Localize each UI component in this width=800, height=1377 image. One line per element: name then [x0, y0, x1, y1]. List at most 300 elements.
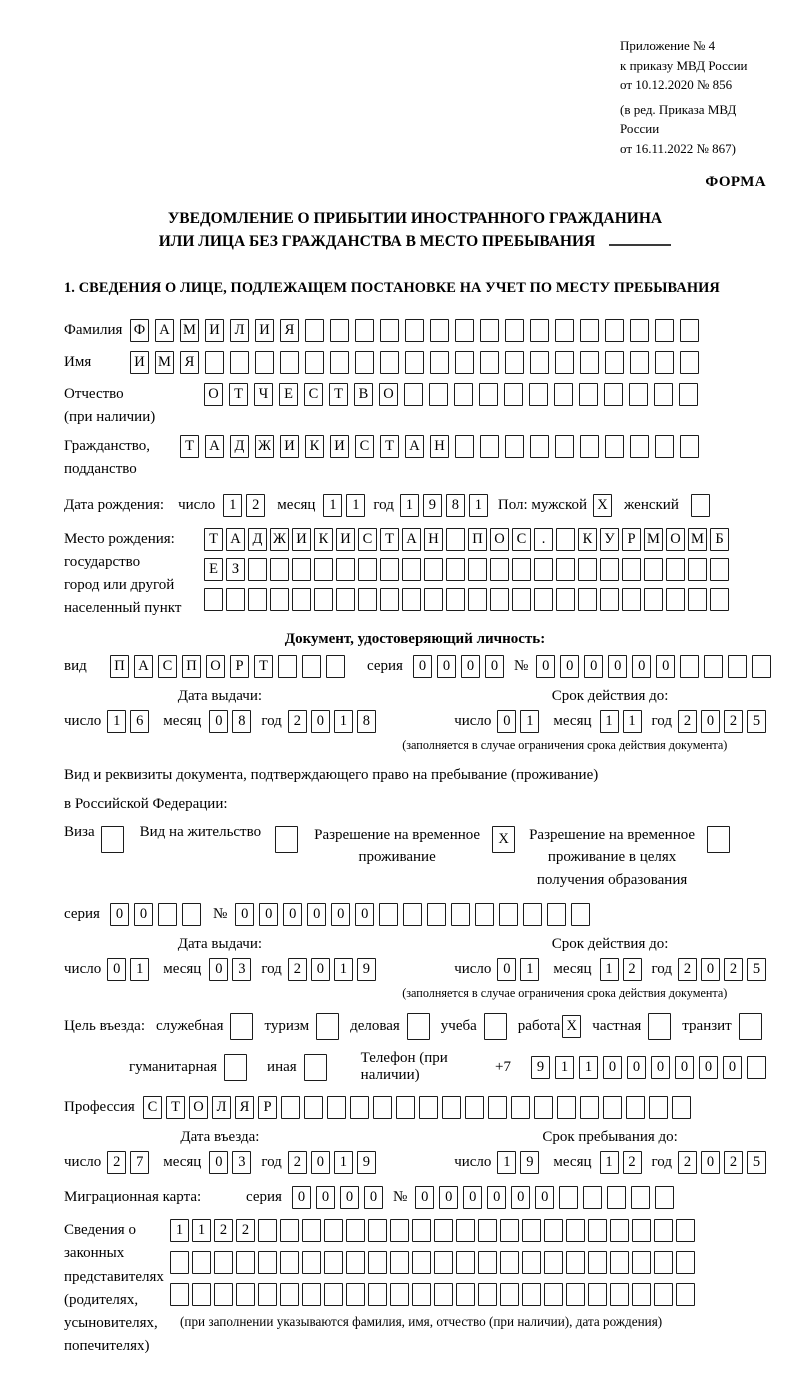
char-cell[interactable] [630, 351, 649, 374]
char-cell[interactable] [368, 1251, 387, 1274]
char-cell[interactable] [578, 588, 597, 611]
char-cell[interactable]: 2 [678, 958, 697, 981]
char-cell[interactable]: С [143, 1096, 162, 1119]
char-cell[interactable] [280, 351, 299, 374]
char-cell[interactable]: 9 [520, 1151, 539, 1174]
char-cell[interactable] [424, 558, 443, 581]
char-cell[interactable] [676, 1251, 695, 1274]
char-cell[interactable] [205, 351, 224, 374]
char-cell[interactable] [405, 351, 424, 374]
char-cell[interactable]: Е [279, 383, 298, 406]
char-cell[interactable] [380, 351, 399, 374]
char-cell[interactable] [556, 558, 575, 581]
char-cell[interactable]: М [644, 528, 663, 551]
char-cell[interactable] [480, 319, 499, 342]
char-cell[interactable] [566, 1219, 585, 1242]
char-cell[interactable] [644, 588, 663, 611]
char-cell[interactable] [588, 1251, 607, 1274]
char-cell[interactable]: 3 [232, 1151, 251, 1174]
char-cell[interactable] [292, 588, 311, 611]
char-cell[interactable]: 0 [364, 1186, 383, 1209]
char-cell[interactable] [680, 351, 699, 374]
char-cell[interactable]: 0 [701, 710, 720, 733]
char-cell[interactable]: . [534, 528, 553, 551]
char-cell[interactable]: 1 [469, 494, 488, 517]
char-cell[interactable] [368, 1219, 387, 1242]
char-cell[interactable] [407, 1013, 430, 1040]
char-cell[interactable]: Т [229, 383, 248, 406]
char-cell[interactable]: П [468, 528, 487, 551]
char-cell[interactable]: 0 [723, 1056, 742, 1079]
char-cell[interactable] [603, 1096, 622, 1119]
char-cell[interactable] [479, 383, 498, 406]
char-cell[interactable] [478, 1251, 497, 1274]
char-cell[interactable] [512, 588, 531, 611]
char-cell[interactable] [314, 558, 333, 581]
char-cell[interactable] [530, 319, 549, 342]
char-cell[interactable] [275, 826, 298, 853]
char-cell[interactable] [224, 1054, 247, 1081]
char-cell[interactable]: 8 [446, 494, 465, 517]
char-cell[interactable]: 8 [357, 710, 376, 733]
char-cell[interactable]: 0 [437, 655, 456, 678]
char-cell[interactable]: 1 [334, 710, 353, 733]
char-cell[interactable]: 2 [724, 958, 743, 981]
char-cell[interactable] [505, 351, 524, 374]
char-cell[interactable]: М [155, 351, 174, 374]
char-cell[interactable] [258, 1251, 277, 1274]
char-cell[interactable] [655, 319, 674, 342]
char-cell[interactable] [607, 1186, 626, 1209]
char-cell[interactable] [390, 1251, 409, 1274]
char-cell[interactable]: И [336, 528, 355, 551]
char-cell[interactable]: 2 [236, 1219, 255, 1242]
char-cell[interactable] [522, 1283, 541, 1306]
char-cell[interactable] [566, 1251, 585, 1274]
char-cell[interactable] [728, 655, 747, 678]
char-cell[interactable] [455, 435, 474, 458]
char-cell[interactable]: 1 [346, 494, 365, 517]
char-cell[interactable]: 0 [651, 1056, 670, 1079]
char-cell[interactable] [255, 351, 274, 374]
char-cell[interactable] [478, 1283, 497, 1306]
char-cell[interactable] [556, 588, 575, 611]
char-cell[interactable] [451, 903, 470, 926]
char-cell[interactable]: 1 [623, 710, 642, 733]
char-cell[interactable] [499, 903, 518, 926]
char-cell[interactable]: В [354, 383, 373, 406]
char-cell[interactable]: 1 [579, 1056, 598, 1079]
char-cell[interactable] [523, 903, 542, 926]
char-cell[interactable]: 0 [311, 958, 330, 981]
char-cell[interactable] [522, 1251, 541, 1274]
char-cell[interactable] [379, 903, 398, 926]
char-cell[interactable] [336, 558, 355, 581]
char-cell[interactable] [305, 351, 324, 374]
char-cell[interactable] [248, 588, 267, 611]
char-cell[interactable]: 9 [357, 1151, 376, 1174]
char-cell[interactable]: 0 [497, 958, 516, 981]
char-cell[interactable] [170, 1251, 189, 1274]
char-cell[interactable]: 9 [357, 958, 376, 981]
char-cell[interactable]: 7 [130, 1151, 149, 1174]
char-cell[interactable] [468, 558, 487, 581]
char-cell[interactable] [655, 351, 674, 374]
char-cell[interactable] [588, 1283, 607, 1306]
char-cell[interactable]: 0 [675, 1056, 694, 1079]
char-cell[interactable] [292, 558, 311, 581]
char-cell[interactable] [649, 1096, 668, 1119]
char-cell[interactable] [691, 494, 710, 517]
char-cell[interactable]: О [666, 528, 685, 551]
char-cell[interactable] [655, 1186, 674, 1209]
char-cell[interactable]: 2 [288, 710, 307, 733]
char-cell[interactable] [490, 588, 509, 611]
char-cell[interactable] [158, 903, 177, 926]
char-cell[interactable] [405, 319, 424, 342]
char-cell[interactable] [680, 655, 699, 678]
char-cell[interactable] [302, 1251, 321, 1274]
char-cell[interactable] [355, 319, 374, 342]
char-cell[interactable] [544, 1219, 563, 1242]
char-cell[interactable]: П [182, 655, 201, 678]
char-cell[interactable] [454, 383, 473, 406]
char-cell[interactable]: 0 [439, 1186, 458, 1209]
char-cell[interactable] [583, 1186, 602, 1209]
char-cell[interactable] [484, 1013, 507, 1040]
char-cell[interactable] [580, 435, 599, 458]
char-cell[interactable] [355, 351, 374, 374]
char-cell[interactable] [530, 351, 549, 374]
char-cell[interactable] [505, 319, 524, 342]
char-cell[interactable] [654, 1251, 673, 1274]
char-cell[interactable] [680, 319, 699, 342]
char-cell[interactable] [429, 383, 448, 406]
char-cell[interactable]: 2 [678, 710, 697, 733]
char-cell[interactable]: 1 [107, 710, 126, 733]
char-cell[interactable]: Я [280, 319, 299, 342]
char-cell[interactable] [465, 1096, 484, 1119]
char-cell[interactable] [412, 1283, 431, 1306]
char-cell[interactable]: 1 [497, 1151, 516, 1174]
char-cell[interactable] [330, 351, 349, 374]
char-cell[interactable] [304, 1096, 323, 1119]
char-cell[interactable] [430, 351, 449, 374]
char-cell[interactable]: 0 [603, 1056, 622, 1079]
char-cell[interactable] [419, 1096, 438, 1119]
char-cell[interactable]: А [205, 435, 224, 458]
char-cell[interactable] [654, 1283, 673, 1306]
char-cell[interactable] [631, 1186, 650, 1209]
char-cell[interactable] [626, 1096, 645, 1119]
char-cell[interactable]: Е [204, 558, 223, 581]
char-cell[interactable] [710, 558, 729, 581]
char-cell[interactable] [446, 528, 465, 551]
char-cell[interactable] [446, 558, 465, 581]
char-cell[interactable] [500, 1251, 519, 1274]
char-cell[interactable]: 1 [400, 494, 419, 517]
char-cell[interactable]: 0 [283, 903, 302, 926]
char-cell[interactable] [236, 1283, 255, 1306]
char-cell[interactable] [688, 558, 707, 581]
char-cell[interactable] [588, 1219, 607, 1242]
char-cell[interactable]: 0 [209, 710, 228, 733]
char-cell[interactable] [456, 1283, 475, 1306]
char-cell[interactable] [305, 319, 324, 342]
char-cell[interactable]: 1 [334, 1151, 353, 1174]
char-cell[interactable]: 0 [413, 655, 432, 678]
char-cell[interactable]: 0 [535, 1186, 554, 1209]
char-cell[interactable] [396, 1096, 415, 1119]
char-cell[interactable] [654, 1219, 673, 1242]
char-cell[interactable] [226, 588, 245, 611]
char-cell[interactable]: К [314, 528, 333, 551]
char-cell[interactable]: 0 [487, 1186, 506, 1209]
char-cell[interactable] [304, 1054, 327, 1081]
char-cell[interactable] [500, 1283, 519, 1306]
char-cell[interactable] [214, 1283, 233, 1306]
char-cell[interactable]: 0 [235, 903, 254, 926]
char-cell[interactable] [547, 903, 566, 926]
char-cell[interactable] [402, 558, 421, 581]
char-cell[interactable]: С [158, 655, 177, 678]
char-cell[interactable]: 1 [223, 494, 242, 517]
char-cell[interactable] [605, 435, 624, 458]
char-cell[interactable]: М [180, 319, 199, 342]
char-cell[interactable] [412, 1219, 431, 1242]
char-cell[interactable] [580, 351, 599, 374]
char-cell[interactable]: 1 [170, 1219, 189, 1242]
char-cell[interactable] [505, 435, 524, 458]
char-cell[interactable] [554, 383, 573, 406]
char-cell[interactable] [604, 383, 623, 406]
char-cell[interactable]: Т [380, 528, 399, 551]
char-cell[interactable] [326, 655, 345, 678]
char-cell[interactable] [644, 558, 663, 581]
char-cell[interactable] [248, 558, 267, 581]
char-cell[interactable]: И [292, 528, 311, 551]
char-cell[interactable]: П [110, 655, 129, 678]
char-cell[interactable] [204, 588, 223, 611]
char-cell[interactable]: Т [254, 655, 273, 678]
char-cell[interactable]: 0 [497, 710, 516, 733]
char-cell[interactable] [555, 351, 574, 374]
char-cell[interactable] [544, 1283, 563, 1306]
char-cell[interactable] [446, 588, 465, 611]
char-cell[interactable]: Д [230, 435, 249, 458]
char-cell[interactable] [380, 319, 399, 342]
char-cell[interactable] [403, 903, 422, 926]
char-cell[interactable] [504, 383, 523, 406]
char-cell[interactable]: 2 [678, 1151, 697, 1174]
char-cell[interactable]: 2 [724, 710, 743, 733]
char-cell[interactable] [442, 1096, 461, 1119]
char-cell[interactable] [580, 1096, 599, 1119]
char-cell[interactable]: 1 [192, 1219, 211, 1242]
char-cell[interactable]: X [593, 494, 612, 517]
char-cell[interactable]: Ф [130, 319, 149, 342]
char-cell[interactable] [330, 319, 349, 342]
char-cell[interactable] [270, 588, 289, 611]
char-cell[interactable] [324, 1251, 343, 1274]
char-cell[interactable]: 0 [415, 1186, 434, 1209]
char-cell[interactable]: К [578, 528, 597, 551]
char-cell[interactable]: З [226, 558, 245, 581]
char-cell[interactable]: 9 [423, 494, 442, 517]
char-cell[interactable] [676, 1283, 695, 1306]
char-cell[interactable] [490, 558, 509, 581]
char-cell[interactable]: 1 [130, 958, 149, 981]
char-cell[interactable]: И [130, 351, 149, 374]
char-cell[interactable]: 2 [623, 1151, 642, 1174]
char-cell[interactable] [707, 826, 730, 853]
char-cell[interactable] [368, 1283, 387, 1306]
char-cell[interactable] [630, 435, 649, 458]
char-cell[interactable] [632, 1251, 651, 1274]
char-cell[interactable]: 1 [520, 958, 539, 981]
char-cell[interactable] [632, 1219, 651, 1242]
char-cell[interactable] [380, 558, 399, 581]
char-cell[interactable] [373, 1096, 392, 1119]
char-cell[interactable]: 0 [316, 1186, 335, 1209]
char-cell[interactable]: X [492, 826, 515, 853]
char-cell[interactable] [680, 435, 699, 458]
char-cell[interactable] [512, 558, 531, 581]
char-cell[interactable]: Я [180, 351, 199, 374]
char-cell[interactable]: И [280, 435, 299, 458]
char-cell[interactable]: 1 [600, 710, 619, 733]
char-cell[interactable]: 1 [520, 710, 539, 733]
char-cell[interactable] [455, 319, 474, 342]
char-cell[interactable]: 2 [288, 958, 307, 981]
char-cell[interactable]: А [402, 528, 421, 551]
char-cell[interactable] [258, 1283, 277, 1306]
char-cell[interactable]: 2 [214, 1219, 233, 1242]
char-cell[interactable] [648, 1013, 671, 1040]
char-cell[interactable]: Т [166, 1096, 185, 1119]
char-cell[interactable] [455, 351, 474, 374]
char-cell[interactable] [350, 1096, 369, 1119]
char-cell[interactable] [358, 558, 377, 581]
char-cell[interactable] [566, 1283, 585, 1306]
char-cell[interactable] [529, 383, 548, 406]
char-cell[interactable] [302, 1219, 321, 1242]
char-cell[interactable]: И [205, 319, 224, 342]
char-cell[interactable] [600, 588, 619, 611]
char-cell[interactable] [534, 558, 553, 581]
char-cell[interactable] [629, 383, 648, 406]
char-cell[interactable]: 0 [632, 655, 651, 678]
char-cell[interactable]: Р [622, 528, 641, 551]
char-cell[interactable]: 0 [461, 655, 480, 678]
char-cell[interactable] [500, 1219, 519, 1242]
char-cell[interactable]: Н [424, 528, 443, 551]
char-cell[interactable] [632, 1283, 651, 1306]
char-cell[interactable]: О [490, 528, 509, 551]
char-cell[interactable] [672, 1096, 691, 1119]
char-cell[interactable] [654, 383, 673, 406]
char-cell[interactable]: С [304, 383, 323, 406]
char-cell[interactable]: С [358, 528, 377, 551]
char-cell[interactable] [739, 1013, 762, 1040]
char-cell[interactable]: И [255, 319, 274, 342]
char-cell[interactable] [404, 383, 423, 406]
char-cell[interactable] [258, 1219, 277, 1242]
char-cell[interactable]: Л [230, 319, 249, 342]
char-cell[interactable] [752, 655, 771, 678]
char-cell[interactable]: Ж [255, 435, 274, 458]
char-cell[interactable]: 0 [560, 655, 579, 678]
char-cell[interactable]: 0 [701, 1151, 720, 1174]
char-cell[interactable] [346, 1219, 365, 1242]
char-cell[interactable] [571, 903, 590, 926]
char-cell[interactable]: 0 [209, 1151, 228, 1174]
char-cell[interactable] [480, 351, 499, 374]
char-cell[interactable]: 0 [311, 1151, 330, 1174]
char-cell[interactable] [456, 1251, 475, 1274]
char-cell[interactable] [230, 351, 249, 374]
char-cell[interactable]: 0 [107, 958, 126, 981]
char-cell[interactable]: Н [430, 435, 449, 458]
char-cell[interactable]: 0 [701, 958, 720, 981]
char-cell[interactable]: 5 [747, 1151, 766, 1174]
char-cell[interactable] [630, 319, 649, 342]
char-cell[interactable]: С [512, 528, 531, 551]
char-cell[interactable]: 1 [555, 1056, 574, 1079]
char-cell[interactable] [230, 1013, 253, 1040]
char-cell[interactable]: 0 [259, 903, 278, 926]
char-cell[interactable]: Ч [254, 383, 273, 406]
char-cell[interactable]: А [155, 319, 174, 342]
char-cell[interactable]: 0 [134, 903, 153, 926]
char-cell[interactable]: 2 [724, 1151, 743, 1174]
char-cell[interactable] [688, 588, 707, 611]
char-cell[interactable] [679, 383, 698, 406]
char-cell[interactable]: 0 [536, 655, 555, 678]
char-cell[interactable]: Т [180, 435, 199, 458]
char-cell[interactable] [534, 1096, 553, 1119]
char-cell[interactable]: 1 [334, 958, 353, 981]
char-cell[interactable] [316, 1013, 339, 1040]
char-cell[interactable] [346, 1283, 365, 1306]
char-cell[interactable] [555, 319, 574, 342]
char-cell[interactable] [270, 558, 289, 581]
char-cell[interactable] [556, 528, 575, 551]
char-cell[interactable] [182, 903, 201, 926]
char-cell[interactable] [468, 588, 487, 611]
char-cell[interactable]: 0 [699, 1056, 718, 1079]
char-cell[interactable]: 0 [292, 1186, 311, 1209]
char-cell[interactable] [480, 435, 499, 458]
char-cell[interactable]: 2 [246, 494, 265, 517]
char-cell[interactable]: У [600, 528, 619, 551]
char-cell[interactable] [278, 655, 297, 678]
char-cell[interactable] [101, 826, 124, 853]
char-cell[interactable] [610, 1251, 629, 1274]
char-cell[interactable] [622, 588, 641, 611]
char-cell[interactable] [555, 435, 574, 458]
char-cell[interactable] [475, 903, 494, 926]
char-cell[interactable] [511, 1096, 530, 1119]
char-cell[interactable]: Т [204, 528, 223, 551]
char-cell[interactable] [324, 1219, 343, 1242]
char-cell[interactable] [610, 1283, 629, 1306]
char-cell[interactable] [704, 655, 723, 678]
char-cell[interactable]: М [688, 528, 707, 551]
char-cell[interactable]: Р [258, 1096, 277, 1119]
char-cell[interactable]: 5 [747, 958, 766, 981]
char-cell[interactable]: 0 [110, 903, 129, 926]
